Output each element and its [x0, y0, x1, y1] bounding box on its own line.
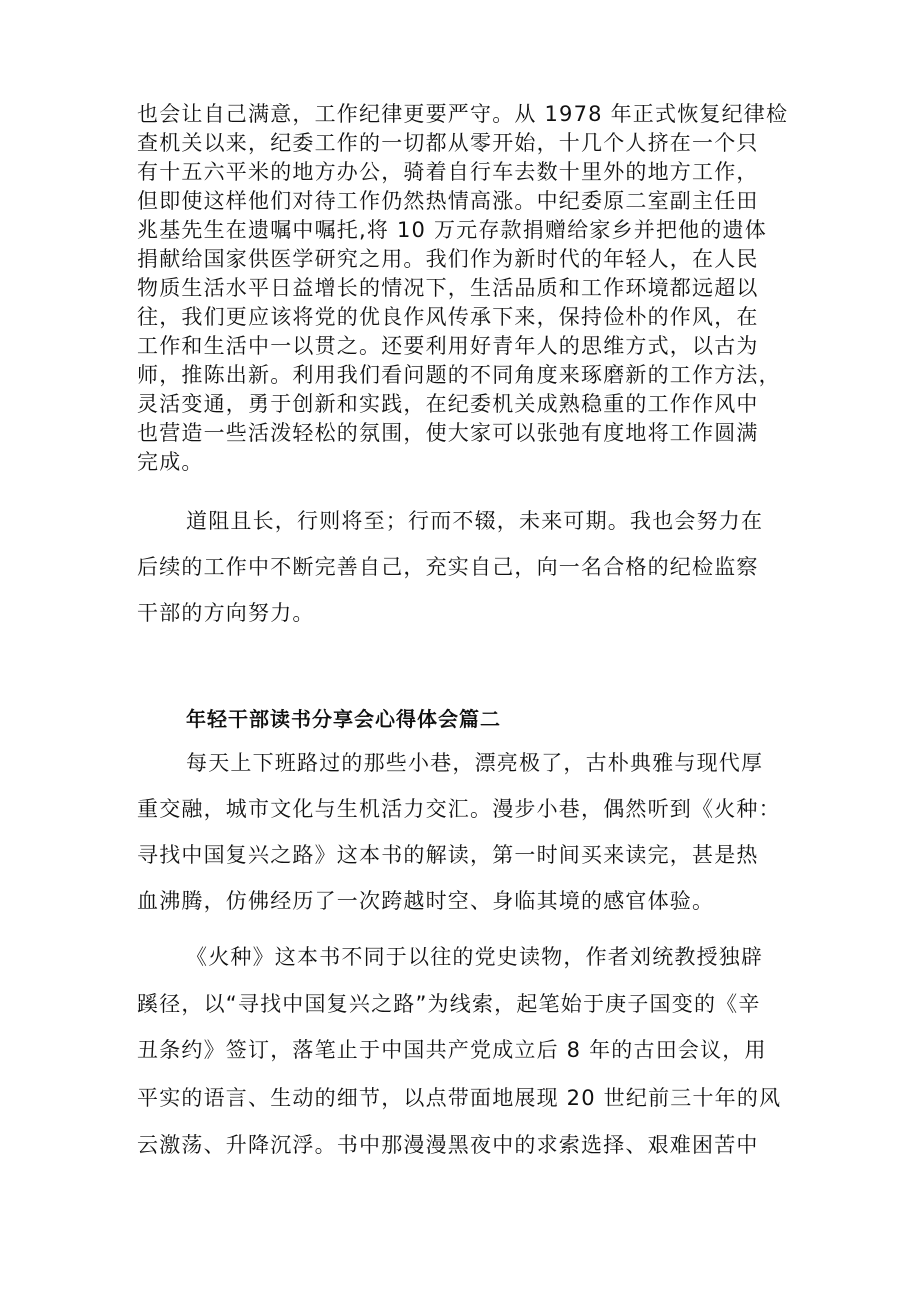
para4-line-2: 蹊径，以“寻找中国复兴之路”为线索，起笔始于庚子国变的《辛: [137, 992, 761, 1016]
para4-line-5: 云激荡、升降沉浮。书中那漫漫黑夜中的求索选择、艰难困苦中: [137, 1133, 759, 1157]
para4-line-4: 平实的语言、生动的细节，以点带面地展现 20 世纪前三十年的风: [137, 1086, 782, 1110]
para1-line-9: 工作和生活中一以贯之。还要利用好青年人的思维方式，以古为: [137, 334, 759, 358]
para1-line-2: 查机关以来，纪委工作的一切都从零开始，十几个人挤在一个只: [137, 131, 759, 155]
para3-line-4: 血沸腾，仿佛经历了一次跨越时空、身临其境的感官体验。: [137, 889, 715, 913]
para3-line-2: 重交融，城市文化与生机活力交汇。漫步小巷，偶然听到《火种：: [137, 797, 781, 821]
para1-line-13: 完成。: [137, 450, 204, 474]
para1-line-8: 往，我们更应该将党的优良作风传承下来，保持俭朴的作风，在: [137, 305, 759, 329]
para2-line-3: 干部的方向努力。: [137, 601, 315, 625]
para1-line-6: 捐献给国家供医学研究之用。我们作为新时代的年轻人，在人民: [137, 247, 759, 271]
para1-line-10: 师，推陈出新。利用我们看问题的不同角度来琢磨新的工作方法，: [137, 363, 781, 387]
para1-line-5: 兆基先生在遗嘱中嘱托,将 10 万元存款捐赠给家乡并把他的遗体: [137, 218, 767, 242]
para1-line-1: 也会让自己满意，工作纪律更要严守。从 1978 年正式恢复纪律检: [137, 102, 789, 126]
para1-line-3: 有十五六平米的地方办公，骑着自行车去数十里外的地方工作，: [137, 160, 759, 184]
para3-line-3: 寻找中国复兴之路》这本书的解读，第一时间买来读完，甚是热: [137, 843, 759, 867]
para1-line-7: 物质生活水平日益增长的情况下，生活品质和工作环境都远超以: [137, 276, 759, 300]
para4-line-1: 《火种》这本书不同于以往的党史读物，作者刘统教授独辟: [186, 945, 764, 969]
para3-line-1: 每天上下班路过的那些小巷，漂亮极了，古朴典雅与现代厚: [186, 751, 764, 775]
section-heading: 年轻干部读书分享会心得体会篇二: [186, 707, 501, 731]
para1-line-12: 也营造一些活泼轻松的氛围，使大家可以张弛有度地将工作圆满: [137, 421, 759, 445]
para2-line-1: 道阻且长，行则将至；行而不辍，未来可期。我也会努力在: [186, 509, 764, 533]
para4-line-3: 丑条约》签订，落笔止于中国共产党成立后 8 年的古田会议，用: [137, 1038, 767, 1062]
para1-line-11: 灵活变通，勇于创新和实践，在纪委机关成熟稳重的工作作风中: [137, 392, 759, 416]
para1-line-4: 但即使这样他们对待工作仍然热情高涨。中纪委原二室副主任田: [137, 189, 759, 213]
para2-line-2: 后续的工作中不断完善自己，充实自己，向一名合格的纪检监察: [137, 555, 759, 579]
